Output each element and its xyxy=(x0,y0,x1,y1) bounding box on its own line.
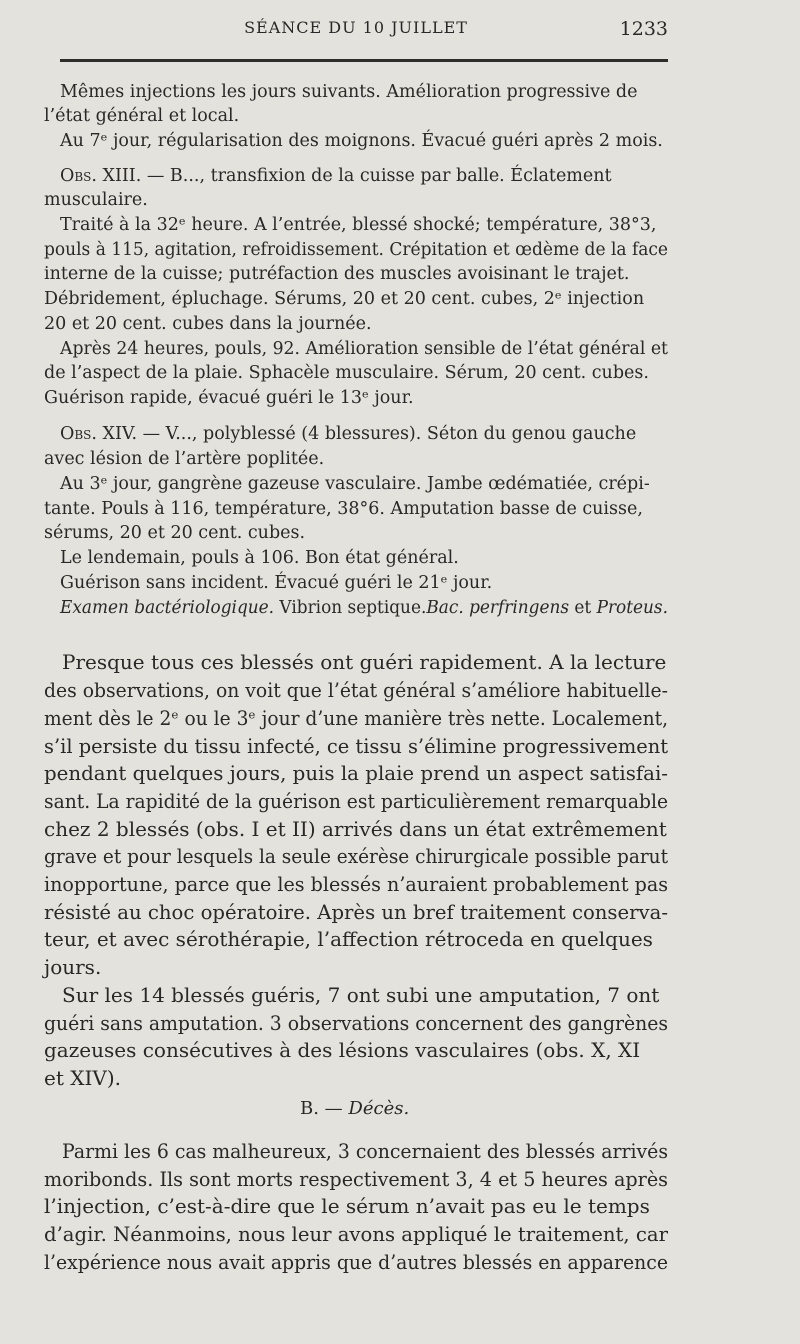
bacteriology-line xyxy=(60,600,668,618)
text-line: l’expérience nous avait appris que d’autres blessés en apparence xyxy=(44,1250,668,1274)
text-line: tante. Pouls à 116, température, 38°6. Amputation basse de cuisse, xyxy=(44,499,643,519)
text-line: Parmi les 6 cas malheureux, 3 concernaient des blessés arrivés xyxy=(62,1139,668,1163)
text-line: inopportune, parce que les blessés n’auraient probablement pas xyxy=(44,872,668,896)
text-line: l’injection, c’est-à-dire que le sérum n’avait pas eu le temps xyxy=(44,1194,650,1218)
text-line: jours. xyxy=(44,955,102,979)
text-line: teur, et avec sérothérapie, l’affection rétroceda en quelques xyxy=(44,927,653,951)
text-span: et xyxy=(569,598,597,618)
header-title: SÉANCE DU 10 JUILLET xyxy=(244,18,468,37)
text-line: Mêmes injections les jours suivants. Amélioration progressive de xyxy=(60,82,638,102)
section-letter: B. — xyxy=(300,1098,349,1119)
text-line: Sur les 14 blessés guéris, 7 ont subi une amputation, 7 ont xyxy=(62,983,660,1007)
text-span: XIV. — V..., polyblessé (4 blessures). Séton du genou gauche xyxy=(96,424,637,444)
text-line: Guérison rapide, évacué guéri le 13ᵉ jour. xyxy=(44,388,414,408)
text-span: Bac. perfringens xyxy=(426,598,570,618)
text-line: grave et pour lesquels la seule exérèse chirurgicale possible parut xyxy=(44,844,668,868)
text-span: Vibrion septique. xyxy=(274,598,427,618)
text-line: chez 2 blessés (obs. I et II) arrivés dans un état extrêmement xyxy=(44,817,667,841)
text-line: Au 7ᵉ jour, régularisation des moignons. Évacué guéri après 2 mois. xyxy=(60,131,663,151)
text-line: Le lendemain, pouls à 106. Bon état général. xyxy=(60,548,459,568)
obs-label: Obs. xyxy=(60,166,97,186)
text-span: Proteus. xyxy=(596,598,668,618)
text-line: l’état général et local. xyxy=(44,106,240,126)
text-line: musculaire. xyxy=(44,190,148,210)
text-line: pouls à 115, agitation, refroidissement. Crépitation et œdème de la face xyxy=(44,240,668,260)
text-line: sérums, 20 et 20 cent. cubes. xyxy=(44,523,306,543)
text-line: guéri sans amputation. 3 observations concernent des gangrènes xyxy=(44,1011,668,1035)
text-line: interne de la cuisse; putréfaction des muscles avoisinant le trajet. xyxy=(44,264,630,284)
text-line: s’il persiste du tissu infecté, ce tissu s’élimine progressivement xyxy=(44,734,668,758)
text-line: Guérison sans incident. Évacué guéri le 21ᵉ jour. xyxy=(60,573,493,593)
text-line: sant. La rapidité de la guérison est particulièrement remarquable xyxy=(44,789,668,813)
section-title: Décès. xyxy=(348,1098,410,1119)
text-line: moribonds. Ils sont morts respectivement 3, 4 et 5 heures après xyxy=(44,1167,668,1191)
text-line: Presque tous ces blessés ont guéri rapidement. A la lecture xyxy=(62,650,667,674)
text-line: pendant quelques jours, puis la plaie prend un aspect satisfai- xyxy=(44,761,668,785)
text-line: résisté au choc opératoire. Après un bref traitement conserva- xyxy=(44,900,668,924)
text-line: de l’aspect de la plaie. Sphacèle musculaire. Sérum, 20 cent. cubes. xyxy=(44,363,649,383)
text-line: d’agir. Néanmoins, nous leur avons appliqué le traitement, car xyxy=(44,1222,668,1246)
section-heading-deces xyxy=(300,1100,409,1118)
text-line: Au 3ᵉ jour, gangrène gazeuse vasculaire. Jambe œdématiée, crépi- xyxy=(60,474,650,494)
observation-heading xyxy=(60,168,612,186)
text-line: Débridement, épluchage. Sérums, 20 et 20 cent. cubes, 2ᵉ injection xyxy=(44,289,645,309)
text-line: ment dès le 2ᵉ ou le 3ᵉ jour d’une manière très nette. Localement, xyxy=(44,706,668,730)
text-line: Après 24 heures, pouls, 92. Amélioration sensible de l’état général et xyxy=(60,339,668,359)
text-span: Examen bactériologique. xyxy=(60,598,275,618)
running-header xyxy=(44,18,668,44)
text-line: 20 et 20 cent. cubes dans la journée. xyxy=(44,314,372,334)
observation-heading xyxy=(60,426,636,444)
obs-label: Obs. xyxy=(60,424,97,444)
page-number: 1233 xyxy=(619,18,668,40)
text-line: gazeuses consécutives à des lésions vasculaires (obs. X, XI xyxy=(44,1038,641,1062)
text-line: Traité à la 32ᵉ heure. A l’entrée, blessé shocké; température, 38°3, xyxy=(60,215,657,235)
text-line: avec lésion de l’artère poplitée. xyxy=(44,449,325,469)
header-rule xyxy=(60,59,668,62)
text-span: XIII. — B..., transfixion de la cuisse par balle. Éclatement xyxy=(96,166,612,186)
text-line: des observations, on voit que l’état général s’améliore habituelle- xyxy=(44,678,668,702)
text-line: et XIV). xyxy=(44,1066,121,1090)
